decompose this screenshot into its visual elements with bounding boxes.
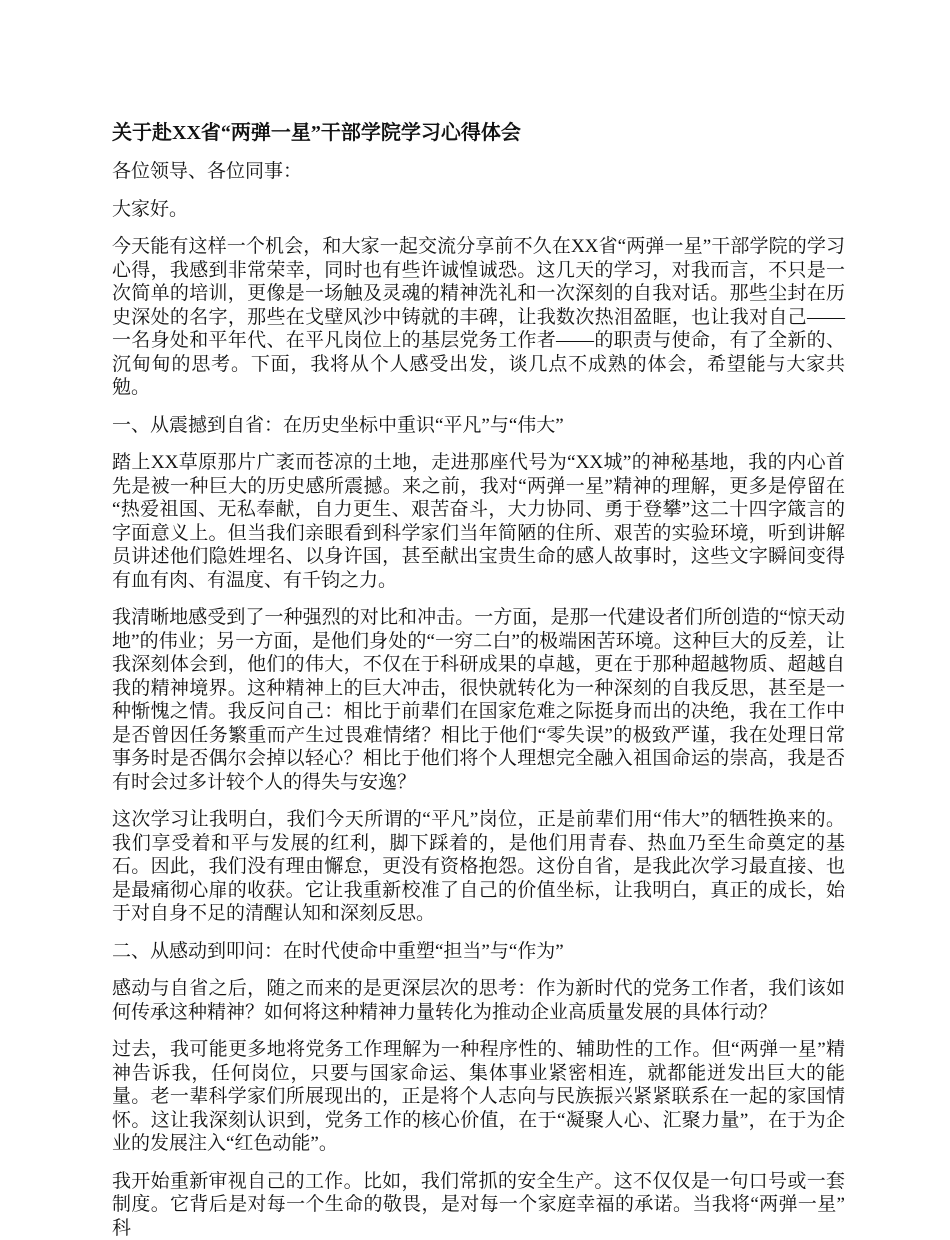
body-paragraph-truncated: 我开始重新审视自己的工作。比如，我们常抓的安全生产。这不仅仅是一句口号或一套制度。它背后是对每一个生命的敬畏，是对每一个家庭幸福的承诺。当我将“两弹一星”科 <box>112 1170 845 1240</box>
body-paragraph: 踏上XX草原那片广袤而苍凉的土地，走进那座代号为“XX城”的神秘基地，我的内心首先是被一种巨大的历史感所震撼。来之前，我对“两弹一星”精神的理解，更多是停留在“热爱祖国、无私奉献，自力更生、艰苦奋斗，大力协同、勇于登攀”这二十四字箴言的字面意义上。但当我们亲眼看到科学家们当年简陋的住所、艰苦的实验环境，听到讲解员讲述他们隐姓埋名、以身许国，甚至献出宝贵生命的感人故事时，这些文字瞬间变得有血有肉、有温度、有千钧之力。 <box>112 451 845 592</box>
intro-paragraph: 今天能有这样一个机会，和大家一起交流分享前不久在XX省“两弹一星”干部学院的学习心得，我感到非常荣幸，同时也有些许诚惶诚恐。这几天的学习，对我而言，不只是一次简单的培训，更像是一场触及灵魂的精神洗礼和一次深刻的自我对话。那些尘封在历史深处的名字，那些在戈壁风沙中铸就的丰碑，让我数次热泪盈眶，也让我对自己——一名身处和平年代、在平凡岗位上的基层党务工作者——的职责与使命，有了全新的、沉甸甸的思考。下面，我将从个人感受出发，谈几点不成熟的体会，希望能与大家共勉。 <box>112 235 845 400</box>
body-paragraph: 感动与自省之后，随之而来的是更深层次的思考：作为新时代的党务工作者，我们该如何传承这种精神？如何将这种精神力量转化为推动企业高质量发展的具体行动？ <box>112 977 845 1024</box>
body-paragraph: 这次学习让我明白，我们今天所谓的“平凡”岗位，正是前辈们用“伟大”的牺牲换来的。我们享受着和平与发展的红利，脚下踩着的，是他们用青春、热血乃至生命奠定的基石。因此，我们没有理由懈怠，更没有资格抱怨。这份自省，是我此次学习最直接、也是最痛彻心扉的收获。它让我重新校准了自己的价值坐标，让我明白，真正的成长，始于对自身不足的清醒认知和深刻反思。 <box>112 808 845 926</box>
body-paragraph: 过去，我可能更多地将党务工作理解为一种程序性的、辅助性的工作。但“两弹一星”精神告诉我，任何岗位，只要与国家命运、集体事业紧密相连，就都能迸发出巨大的能量。老一辈科学家们所展现出的，正是将个人志向与民族振兴紧紧联系在一起的家国情怀。这让我深刻认识到，党务工作的核心价值，在于“凝聚人心、汇聚力量”，在于为企业的发展注入“红色动能”。 <box>112 1038 845 1156</box>
body-paragraph: 我清晰地感受到了一种强烈的对比和冲击。一方面，是那一代建设者们所创造的“惊天动地”的伟业；另一方面，是他们身处的“一穷二白”的极端困苦环境。这种巨大的反差，让我深刻体会到，他们的伟大，不仅在于科研成果的卓越，更在于那种超越物质、超越自我的精神境界。这种精神上的巨大冲击，很快就转化为一种深刻的自我反思，甚至是一种惭愧之情。我反问自己：相比于前辈们在国家危难之际挺身而出的决绝，我在工作中是否曾因任务繁重而产生过畏难情绪？相比于他们“零失误”的极致严谨，我在处理日常事务时是否偶尔会掉以轻心？相比于他们将个人理想完全融入祖国命运的崇高，我是否有时会过多计较个人的得失与安逸？ <box>112 606 845 794</box>
section-heading-2: 二、从感动到叩问：在时代使命中重塑“担当”与“作为” <box>112 940 845 964</box>
salutation-line: 各位领导、各位同事： <box>112 160 845 184</box>
section-heading-1: 一、从震撼到自省：在历史坐标中重识“平凡”与“伟大” <box>112 414 845 438</box>
greeting-line: 大家好。 <box>112 198 845 222</box>
document-title: 关于赴XX省“两弹一星”干部学院学习心得体会 <box>112 121 845 145</box>
